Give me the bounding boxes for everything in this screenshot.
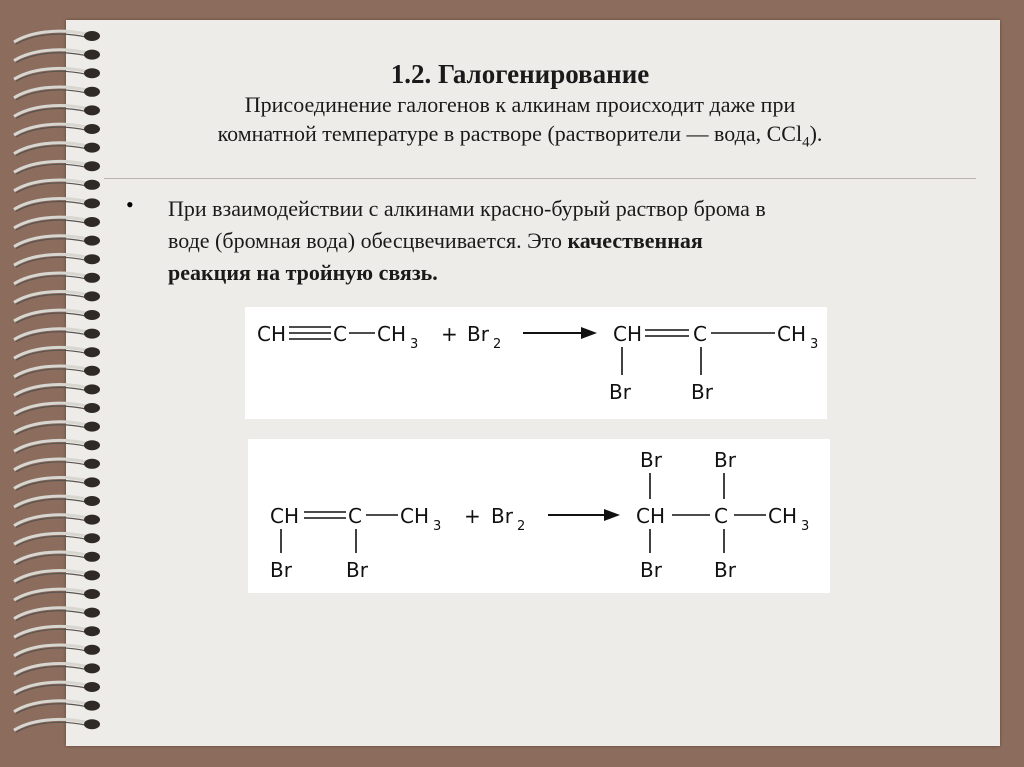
r1-br-a: Br xyxy=(609,380,631,404)
r2-br2: Br xyxy=(491,504,513,528)
r2-ch3: CH xyxy=(400,504,430,528)
spiral-ring xyxy=(14,105,100,118)
r2-br-bot-2: Br xyxy=(714,558,736,582)
r2-br-bot-1: Br xyxy=(640,558,662,582)
r1-ch3: CH xyxy=(377,322,407,346)
slide-title xyxy=(100,58,940,157)
spiral-ring xyxy=(14,645,100,658)
spiral-ring xyxy=(14,384,100,397)
r2-ch3-sub: 3 xyxy=(433,519,442,534)
heading: 1.2. Галогенирование xyxy=(390,59,650,89)
spiral-ring xyxy=(14,422,100,435)
r1-c: C xyxy=(333,322,347,346)
r2-plus: + xyxy=(464,504,481,528)
r2-br2-sub: 2 xyxy=(517,519,526,534)
r2-arrow-head xyxy=(604,509,620,521)
spiral-ring xyxy=(14,552,100,565)
spiral-ring xyxy=(14,87,100,100)
spiral-ring xyxy=(14,608,100,621)
r2-br-b: Br xyxy=(346,558,368,582)
spiral-ring xyxy=(14,701,100,714)
r1-ch3-sub: 3 xyxy=(410,337,419,352)
r2-p-c: C xyxy=(714,504,728,528)
r1-br2-sub: 2 xyxy=(493,337,502,352)
spiral-ring xyxy=(14,440,100,453)
spiral-ring xyxy=(14,180,100,193)
spiral-ring xyxy=(14,291,100,304)
r1-br2: Br xyxy=(467,322,489,346)
r1-p-c: C xyxy=(693,322,707,346)
intro-line-2: комнатной температуре в растворе (растворители — вода, CCl$_4$). xyxy=(217,121,823,151)
r2-ch: CH xyxy=(270,504,300,528)
intro-line-1: Присоединение галогенов к алкинам происходит даже при xyxy=(244,92,796,117)
spiral-ring xyxy=(14,254,100,267)
reaction-2 xyxy=(248,439,830,593)
r1-p-ch3-sub: 3 xyxy=(810,337,819,352)
r2-br-top-2: Br xyxy=(714,448,736,472)
title-divider xyxy=(104,178,976,179)
spiral-ring xyxy=(14,273,100,286)
spiral-ring xyxy=(14,533,100,546)
spiral-ring xyxy=(14,366,100,379)
spiral-ring xyxy=(14,161,100,174)
bullet-text xyxy=(168,193,828,289)
r1-ch: CH xyxy=(257,322,287,346)
bullet-line-1: При взаимодействии с алкинами красно-бурый раствор брома в xyxy=(168,196,766,221)
r2-p-ch: CH xyxy=(636,504,666,528)
spiral-ring xyxy=(14,496,100,509)
spiral-ring xyxy=(14,31,100,44)
spiral-ring xyxy=(14,310,100,323)
r1-arrow-head xyxy=(581,327,597,339)
r1-br-b: Br xyxy=(691,380,713,404)
spiral-ring xyxy=(14,663,100,676)
reaction-1 xyxy=(245,307,827,419)
spiral-ring xyxy=(14,459,100,472)
spiral-ring xyxy=(14,477,100,490)
spiral-ring xyxy=(14,198,100,211)
r2-c: C xyxy=(348,504,362,528)
spiral-ring xyxy=(14,236,100,249)
spiral-ring xyxy=(14,626,100,639)
spiral-ring xyxy=(14,329,100,342)
spiral-ring xyxy=(14,719,100,732)
bullet-marker: • xyxy=(126,192,134,217)
spiral-ring xyxy=(14,682,100,695)
r2-p-ch3: CH xyxy=(768,504,798,528)
r2-p-ch3-sub: 3 xyxy=(801,519,810,534)
spiral-ring xyxy=(14,589,100,602)
bold-term-2: реакция на тройную связь. xyxy=(168,260,438,285)
r2-br-a: Br xyxy=(270,558,292,582)
bullet-line-2: воде (бромная вода) обесцвечивается. Это xyxy=(168,228,568,253)
spiral-ring xyxy=(14,217,100,230)
bold-term-1: качественная xyxy=(567,228,703,253)
spiral-ring xyxy=(14,347,100,360)
r2-br-top-1: Br xyxy=(640,448,662,472)
spiral-ring xyxy=(14,68,100,81)
spiral-ring xyxy=(14,50,100,63)
r1-plus: + xyxy=(441,322,458,346)
r1-p-ch3: CH xyxy=(777,322,807,346)
spiral-ring xyxy=(14,570,100,583)
spiral-ring xyxy=(14,124,100,137)
spiral-ring xyxy=(14,143,100,156)
r1-p-ch: CH xyxy=(613,322,643,346)
spiral-ring xyxy=(14,515,100,528)
spiral-ring xyxy=(14,403,100,416)
